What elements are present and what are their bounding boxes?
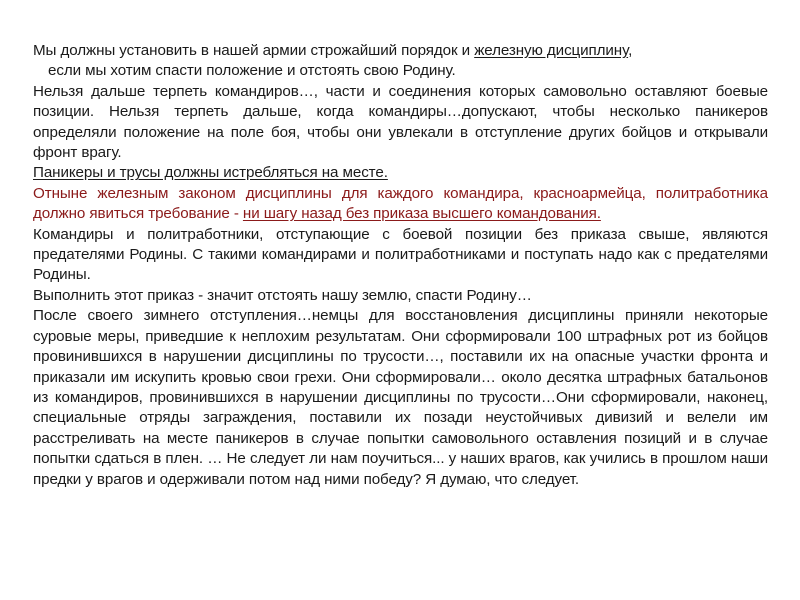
panickers-underlined-text: Паникеры и трусы должны истребляться на месте. <box>33 164 388 182</box>
iron-law-text: Отныне железным законом дисциплины для каждого командира, красноармейца, политработника должно явиться требование - <box>33 184 768 223</box>
paragraph-commanders: Нельзя дальше терпеть командиров…, части и соединения которых самовольно оставляют боевые позиции. Нельзя терпеть дальше, когда командиры…допускают, чтобы несколько паникеров определяли положение на поле боя, чтобы они увлекали в отступление других бойцов и открывали фронт врагу. <box>33 82 768 162</box>
paragraph-not-a-step-back <box>33 184 768 225</box>
paragraph-traitors: Командиры и политработники, отступающие с боевой позиции без приказа свыше, являются предателями Родины. С такими командирами и политработниками и поступать надо как с предателями Родины. <box>33 225 768 284</box>
iron-discipline-link[interactable]: железную дисциплину <box>474 42 629 59</box>
paragraph-fulfill-order: Выполнить этот приказ - значит отстоять нашу землю, спасти Родину… <box>33 286 532 304</box>
paragraph-discipline: Мы должны установить в нашей армии строжайший порядок и железную дисциплину, <box>33 42 633 59</box>
paragraph-panickers <box>33 163 768 183</box>
not-a-step-back-underlined-text: ни шагу назад без приказа высшего командования. <box>242 205 601 223</box>
paragraph-discipline-text: Мы должны установить в нашей армии строжайший порядок и <box>33 42 475 59</box>
document-text <box>33 41 768 490</box>
paragraph-germans-example: После своего зимнего отступления…немцы для восстановления дисциплины приняли некоторые суровые меры, приведшие к неплохим результатам. Они сформировали 100 штрафных рот из бойцов провинившихся в нарушении дисциплины по трусости…, поставили их на опасные участки фронта и приказали им искупить кровью свои грехи. Они сформировали… около десятка штрафных батальонов из командиров, провинившихся в нарушении дисциплины по трусости…Они сформировали, наконец, специальные отряды заграждения, поставили их позади неустойчивых дивизий и велели им расстреливать на месте паникеров в случае попытки самовольного оставления позиций и в случае попытки сдаться в плен. … Не следует ли нам поучиться... у наших врагов, как учились в прошлом наши предки у врагов и одерживали потом над ними победу? Я думаю, что следует. <box>33 307 768 488</box>
paragraph-discipline-continued: если мы хотим спасти положение и отстоять свою Родину. <box>48 62 456 80</box>
